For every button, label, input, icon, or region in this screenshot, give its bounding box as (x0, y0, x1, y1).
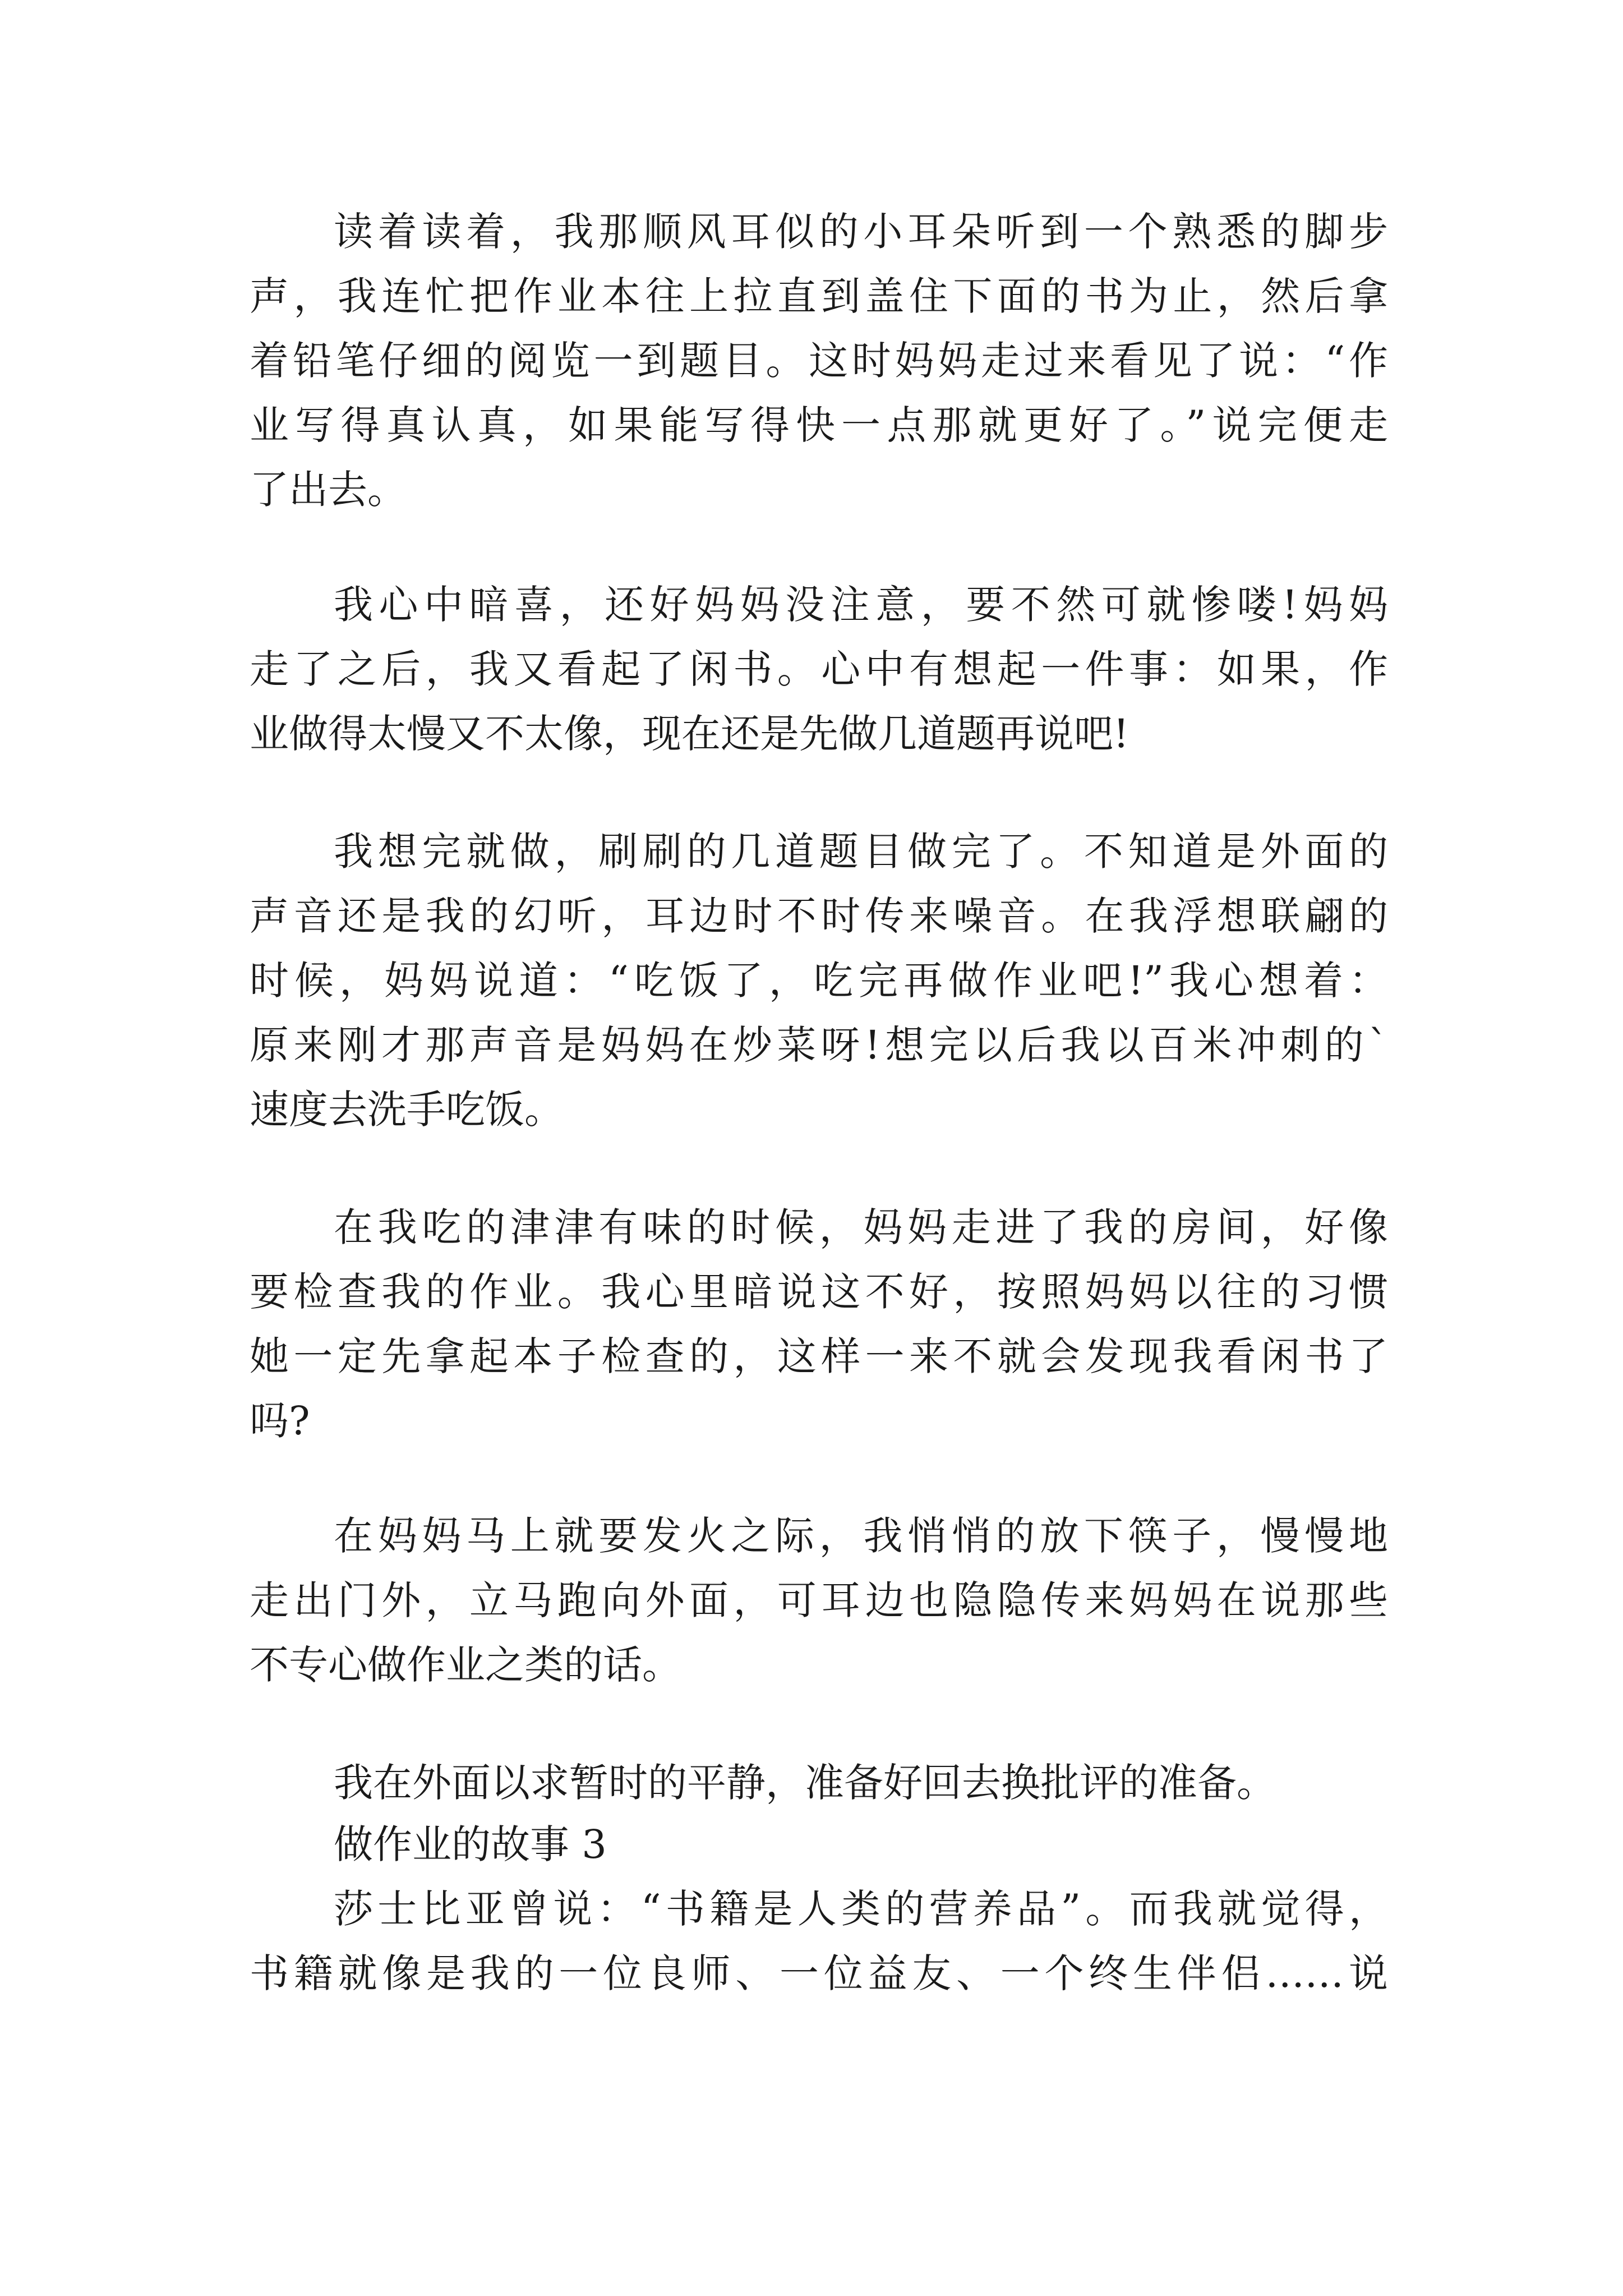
paragraph-line: 书籍就像是我的一位良师、一位益友、一个终生伴侣……说 (250, 1950, 1388, 1996)
paragraph-line: 不专心做作业之类的话。 (250, 1642, 681, 1688)
paragraph-line: 我心中暗喜，还好妈妈没注意，要不然可就惨喽!妈妈 (334, 582, 1388, 628)
paragraph-line: 业做得太慢又不太像，现在还是先做几道题再说吧! (250, 711, 1129, 757)
paragraph-line: 了出去。 (250, 467, 407, 513)
paragraph-line: 读着读着，我那顺风耳似的小耳朵听到一个熟悉的脚步 (334, 209, 1388, 255)
paragraph-line: 业写得真认真，如果能写得快一点那就更好了。”说完便走 (250, 402, 1388, 448)
paragraph-line: 她一定先拿起本子检查的，这样一来不就会发现我看闲书了 (250, 1333, 1388, 1379)
paragraph-line: 着铅笔仔细的阅览一到题目。这时妈妈走过来看见了说：“作 (250, 338, 1388, 384)
paragraph-line: 走出门外，立马跑向外面，可耳边也隐隐传来妈妈在说那些 (250, 1577, 1388, 1623)
paragraph-line: 莎士比亚曾说：“书籍是人类的营养品”。而我就觉得， (334, 1886, 1388, 1932)
paragraph-line: 要检查我的作业。我心里暗说这不好，按照妈妈以往的习惯 (250, 1269, 1388, 1315)
section-heading: 做作业的故事 3 (334, 1821, 607, 1867)
paragraph-line: 声，我连忙把作业本往上拉直到盖住下面的书为止，然后拿 (250, 273, 1388, 319)
paragraph-line: 在妈妈马上就要发火之际，我悄悄的放下筷子，慢慢地 (334, 1513, 1388, 1559)
paragraph-line: 时候，妈妈说道：“吃饭了，吃完再做作业吧!”我心想着： (250, 958, 1388, 1004)
paragraph-line: 走了之后，我又看起了闲书。心中有想起一件事：如果，作 (250, 646, 1388, 692)
paragraph-line: 我想完就做，刷刷的几道题目做完了。不知道是外面的 (334, 829, 1388, 875)
paragraph-line: 速度去洗手吃饭。 (250, 1087, 564, 1133)
paragraph-line: 声音还是我的幻听，耳边时不时传来噪音。在我浮想联翩的 (250, 893, 1388, 939)
paragraph-line: 吗? (250, 1398, 310, 1444)
paragraph-line: 在我吃的津津有味的时候，妈妈走进了我的房间，好像 (334, 1204, 1388, 1250)
paragraph-line: 原来刚才那声音是妈妈在炒菜呀!想完以后我以百米冲刺的` (250, 1022, 1388, 1068)
paragraph-line: 我在外面以求暂时的平静，准备好回去换批评的准备。 (334, 1760, 1276, 1806)
